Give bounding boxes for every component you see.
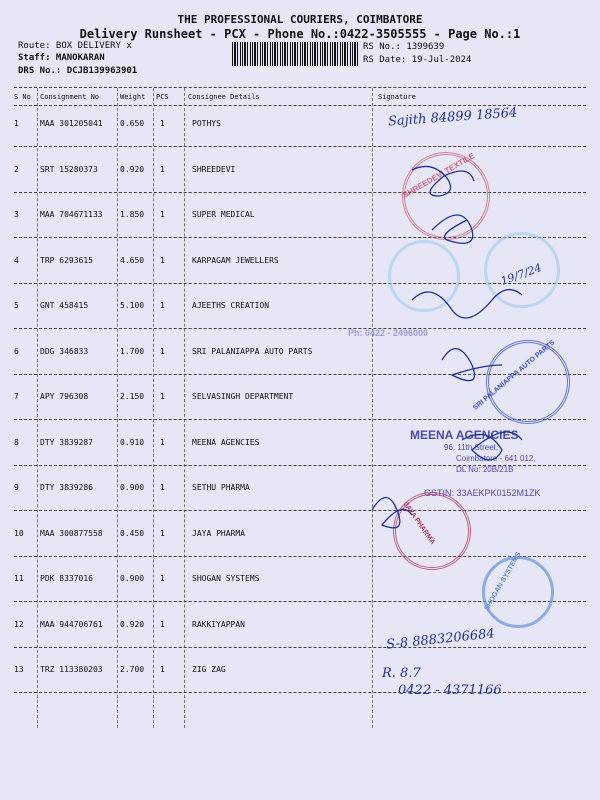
drs-label: DRS No.: DCJB139963901 — [18, 66, 138, 76]
row-pcs: 1 — [160, 620, 165, 629]
row-consignment: TRP 6293615 — [40, 256, 93, 265]
staff-label: Staff: MANOKARAN — [18, 53, 105, 63]
row-sno: 1 — [14, 119, 19, 128]
row-consignment: TRZ 113380203 — [40, 665, 103, 674]
row-consignment: PDK 8337016 — [40, 574, 93, 583]
row-weight: 0.450 — [120, 529, 145, 538]
row-weight: 0.920 — [120, 620, 145, 629]
barcode — [232, 42, 360, 66]
row-consignee: ZIG ZAG — [192, 665, 226, 674]
row-sno: 8 — [14, 438, 19, 447]
row-consignment: APY 796308 — [40, 392, 89, 401]
row-consignment: MAA 301205041 — [40, 119, 103, 128]
row-consignee: MEENA AGENCIES — [192, 438, 260, 447]
row-pcs: 1 — [160, 574, 165, 583]
row-pcs: 1 — [160, 165, 165, 174]
row-weight: 2.700 — [120, 665, 145, 674]
row-sno: 9 — [14, 483, 19, 492]
row-consignment: DTY 3839286 — [40, 483, 93, 492]
company-title: THE PROFESSIONAL COURIERS, COIMBATORE — [177, 13, 423, 26]
row-pcs: 1 — [160, 210, 165, 219]
row-weight: 2.150 — [120, 392, 145, 401]
row-weight: 0.900 — [120, 483, 145, 492]
row-consignment: DDG 346833 — [40, 347, 89, 356]
signature-row1: Sajith 84899 18564 — [387, 105, 518, 130]
row-divider — [14, 647, 586, 648]
row-pcs: 1 — [160, 665, 165, 674]
row-consignee: SHREEDEVI — [192, 165, 236, 174]
header-divider-top — [14, 87, 586, 88]
row-consignee: SETHU PHARMA — [192, 483, 250, 492]
row-sno: 11 — [14, 574, 24, 583]
row-consignment: GNT 458415 — [40, 301, 89, 310]
meena-stamp-addr1: 96, 11th Street, — [444, 443, 499, 452]
row-consignee: KARPAGAM JEWELLERS — [192, 256, 279, 265]
rs-date: RS Date: 19-Jul-2024 — [363, 55, 472, 65]
runsheet-subtitle: Delivery Runsheet - PCX - Phone No.:0422-3505555 - Page No.:1 — [79, 27, 521, 41]
col-header-pcs: PCS — [156, 93, 169, 101]
row-sno: 5 — [14, 301, 19, 310]
shogan-stamp-text: SHOGAN SYSTEMS — [483, 551, 523, 612]
rs-no: RS No.: 1399639 — [363, 42, 445, 52]
row-weight: 0.900 — [120, 574, 145, 583]
route-label: Route: BOX DELIVERY x — [18, 41, 132, 51]
phone-stamp-text: Ph: 0422 - 2496000 — [348, 328, 429, 338]
row-consignee: SUPER MEDICAL — [192, 210, 255, 219]
row-sno: 4 — [14, 256, 19, 265]
row-pcs: 1 — [160, 347, 165, 356]
row-consignee: RAKKIYAPPAN — [192, 620, 245, 629]
row-sno: 3 — [14, 210, 19, 219]
row-sno: 6 — [14, 347, 19, 356]
row-pcs: 1 — [160, 119, 165, 128]
meena-stamp-dl: DL No: 20B/21B — [456, 465, 514, 474]
row-sno: 13 — [14, 665, 24, 674]
meena-stamp-addr2: Coimbatore - 641 012, — [456, 454, 536, 463]
row-divider — [14, 146, 586, 147]
col-header-weight: Weight — [120, 93, 146, 101]
row-consignee: AJEETHS CREATION — [192, 301, 270, 310]
signature-scribbles — [372, 150, 592, 570]
row-weight: 0.910 — [120, 438, 145, 447]
row-pcs: 1 — [160, 301, 165, 310]
row-pcs: 1 — [160, 256, 165, 265]
row-sno: 2 — [14, 165, 19, 174]
col-header-signature: Signature — [378, 93, 416, 101]
row-consignment: DTY 3839287 — [40, 438, 93, 447]
jaya-pharma-stamp-text: JAYA PHARMA — [401, 501, 437, 546]
handwritten-note: R. 8.7 — [382, 666, 421, 681]
row-consignment: MAA 944706761 — [40, 620, 103, 629]
table-row — [0, 665, 600, 705]
row-consignee: SHOGAN SYSTEMS — [192, 574, 260, 583]
row-consignment: MAA 704671133 — [40, 210, 103, 219]
row-weight: 0.650 — [120, 119, 145, 128]
row-consignee: SRI PALANIAPPA AUTO PARTS — [192, 347, 313, 356]
handwritten-phone: 0422 - 4371166 — [398, 683, 502, 698]
meena-stamp-name: MEENA AGENCIES — [410, 428, 519, 442]
row-sno: 12 — [14, 620, 24, 629]
handwritten-mobile: S-8 8883206684 — [385, 626, 496, 653]
handwritten-date: 19/7/24 — [499, 261, 544, 288]
row-weight: 1.700 — [120, 347, 145, 356]
row-weight: 4.650 — [120, 256, 145, 265]
row-pcs: 1 — [160, 529, 165, 538]
row-weight: 1.850 — [120, 210, 145, 219]
palaniappa-stamp-text: SRI PALANIAPPA AUTO PARTS — [471, 339, 557, 412]
row-pcs: 1 — [160, 438, 165, 447]
row-weight: 0.920 — [120, 165, 145, 174]
row-consignment: SRT 15280373 — [40, 165, 98, 174]
row-consignee: SELVASINGH DEPARTMENT — [192, 392, 294, 401]
col-header-consignee: Consignee Details — [188, 93, 260, 101]
row-sno: 7 — [14, 392, 19, 401]
col-header-consignment: Consignment No — [40, 93, 100, 101]
col-header-sno: S No — [14, 93, 31, 101]
row-pcs: 1 — [160, 483, 165, 492]
row-consignment: MAA 300877558 — [40, 529, 103, 538]
row-sno: 10 — [14, 529, 24, 538]
row-pcs: 1 — [160, 392, 165, 401]
row-consignee: POTHYS — [192, 119, 221, 128]
shreedevi-stamp-text: SHREEDEVI TEXTILE — [401, 151, 477, 200]
meena-stamp-gst: GSTIN: 33AEKPK0152M1ZK — [424, 488, 541, 498]
row-weight: 5.100 — [120, 301, 145, 310]
row-consignee: JAYA PHARMA — [192, 529, 245, 538]
